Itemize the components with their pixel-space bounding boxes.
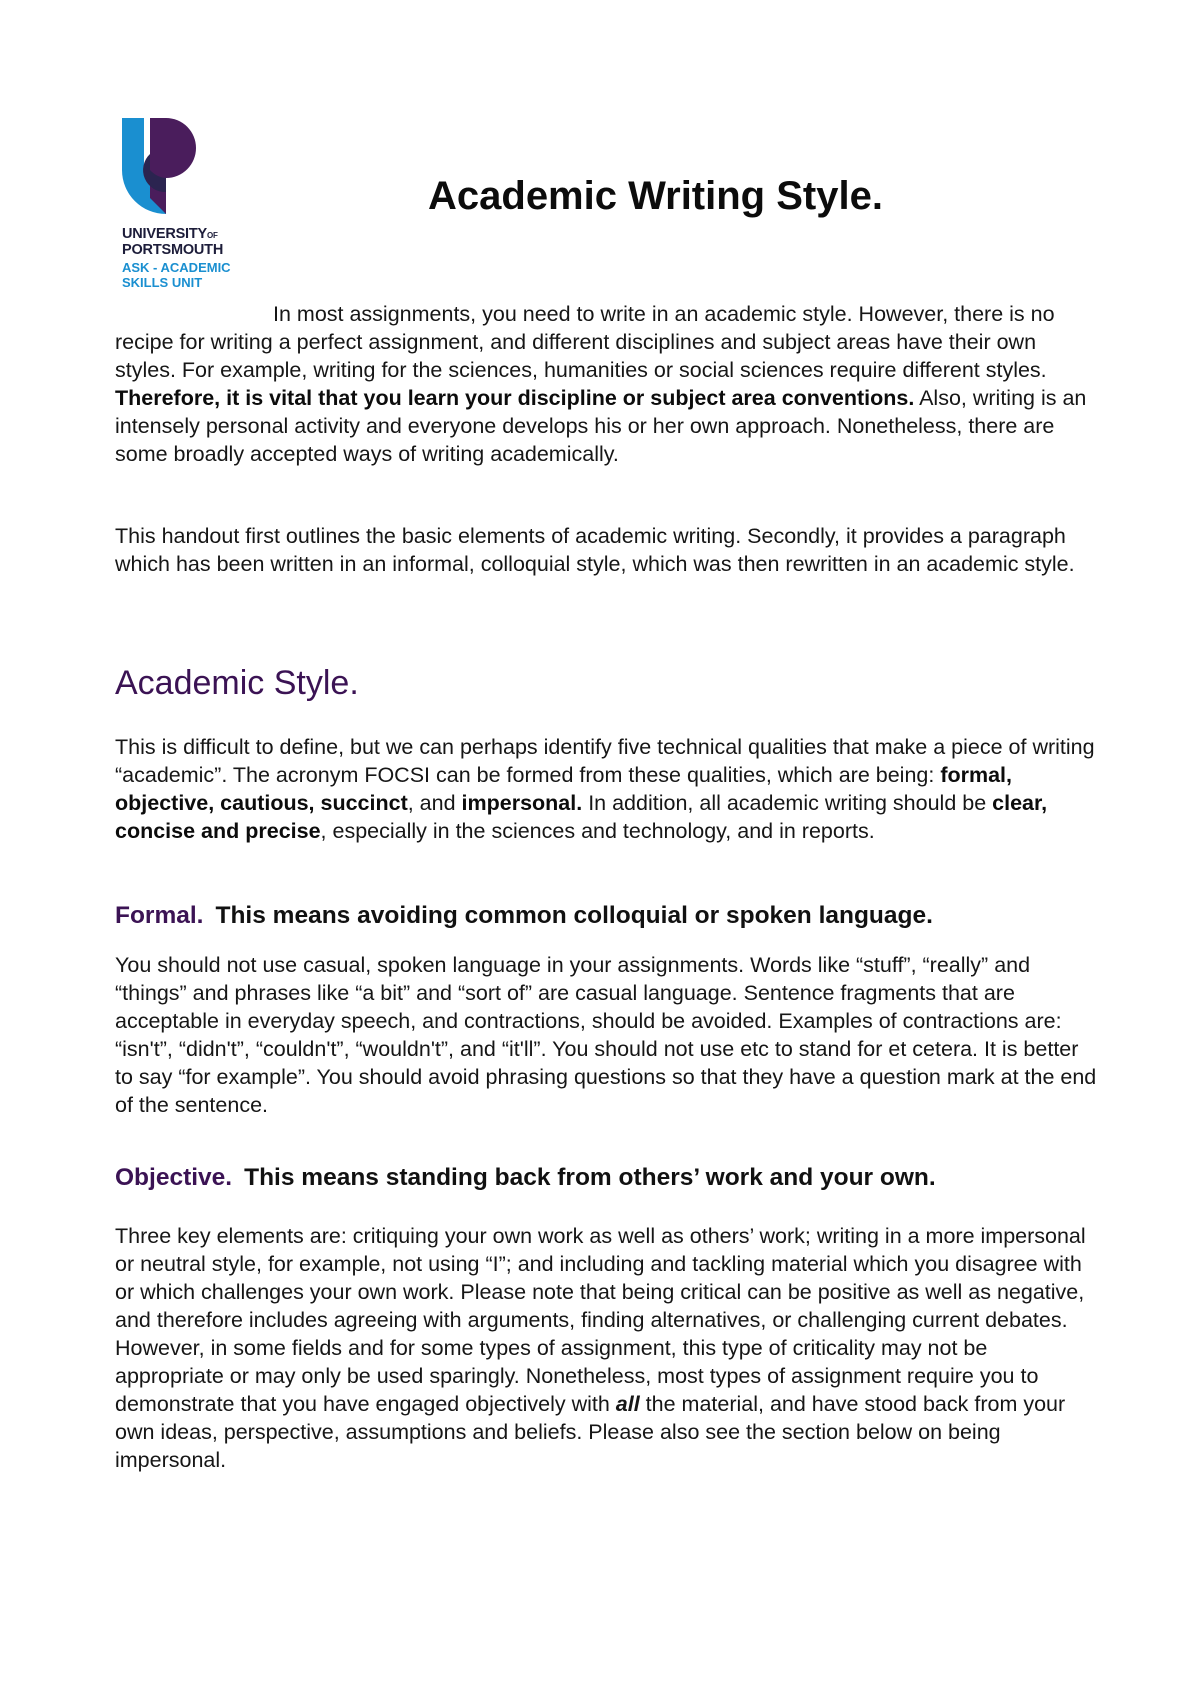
logo-text-skills-unit: SKILLS UNIT (122, 275, 203, 290)
intro-paragraph: In most assignments, you need to write in an academic style. However, there is no recipe for writing a perfect assignment, and different disciplines and subject areas have their own styles. For example, writing for the sciences, humanities or social sciences require different styles. Therefore, it is vital that you learn your discipline or subject area conventions. Also, writing is an intensely personal activity and everyone develops his or her own approach. Nonetheless, there are some broadly accepted ways of writing academically. (115, 302, 1087, 466)
logo-text-portsmouth: PORTSMOUTH (122, 242, 224, 258)
logo-mark-icon (122, 118, 198, 218)
formal-heading: Formal. This means avoiding common colloquial or spoken language. (115, 902, 933, 929)
document-title: Academic Writing Style. (428, 174, 883, 218)
academic-style-paragraph: This is difficult to define, but we can perhaps identify five technical qualities that make a piece of writing “academic”. The acronym FOCSI can be formed from these qualities, which are being: formal, objective, cautious, succinct, and impersonal. In addition, all academic writing should be clear, concise and precise, especially in the sciences and technology, and in reports. (115, 735, 1095, 843)
logo-text-ask: ASK - ACADEMIC (122, 260, 231, 275)
academic-style-heading: Academic Style. (115, 664, 359, 702)
formal-paragraph: You should not use casual, spoken language in your assignments. Words like “stuff”, “really” and “things” and phrases like “a bit” and “sort of” are casual language. Sentence fragments that are acceptable in everyday speech, and contractions, should be avoided. Examples of contractions are: “isn't”, “didn't”, “couldn't”, “wouldn't”, and “it'll”. You should not use etc to stand for et cetera. It is better to say “for example”. You should avoid phrasing questions so that they have a question mark at the end of the sentence. (115, 953, 1097, 1117)
university-logo (120, 118, 260, 293)
objective-paragraph: Three key elements are: critiquing your own work as well as others’ work; writing in a more impersonal or neutral style, for example, not using “I”; and including and tackling material which you disagree with or which challenges your own work. Please note that being critical can be positive as well as negative, and therefore includes agreeing with arguments, finding alternatives, or challenging current debates. However, in some fields and for some types of assignment, this type of criticality may not be appropriate or may only be used sparingly. Nonetheless, most types of assignment require you to demonstrate that you have engaged objectively with all the material, and have stood back from your own ideas, perspective, assumptions and beliefs. Please also see the section below on being impersonal. (115, 1224, 1086, 1472)
logo-text-university: UNIVERSITYOF (122, 226, 218, 242)
handout-outline-paragraph: This handout first outlines the basic elements of academic writing. Secondly, it provides a paragraph which has been written in an informal, colloquial style, which was then rewritten in an academic style. (115, 524, 1075, 576)
objective-heading: Objective. This means standing back from others’ work and your own. (115, 1164, 936, 1191)
